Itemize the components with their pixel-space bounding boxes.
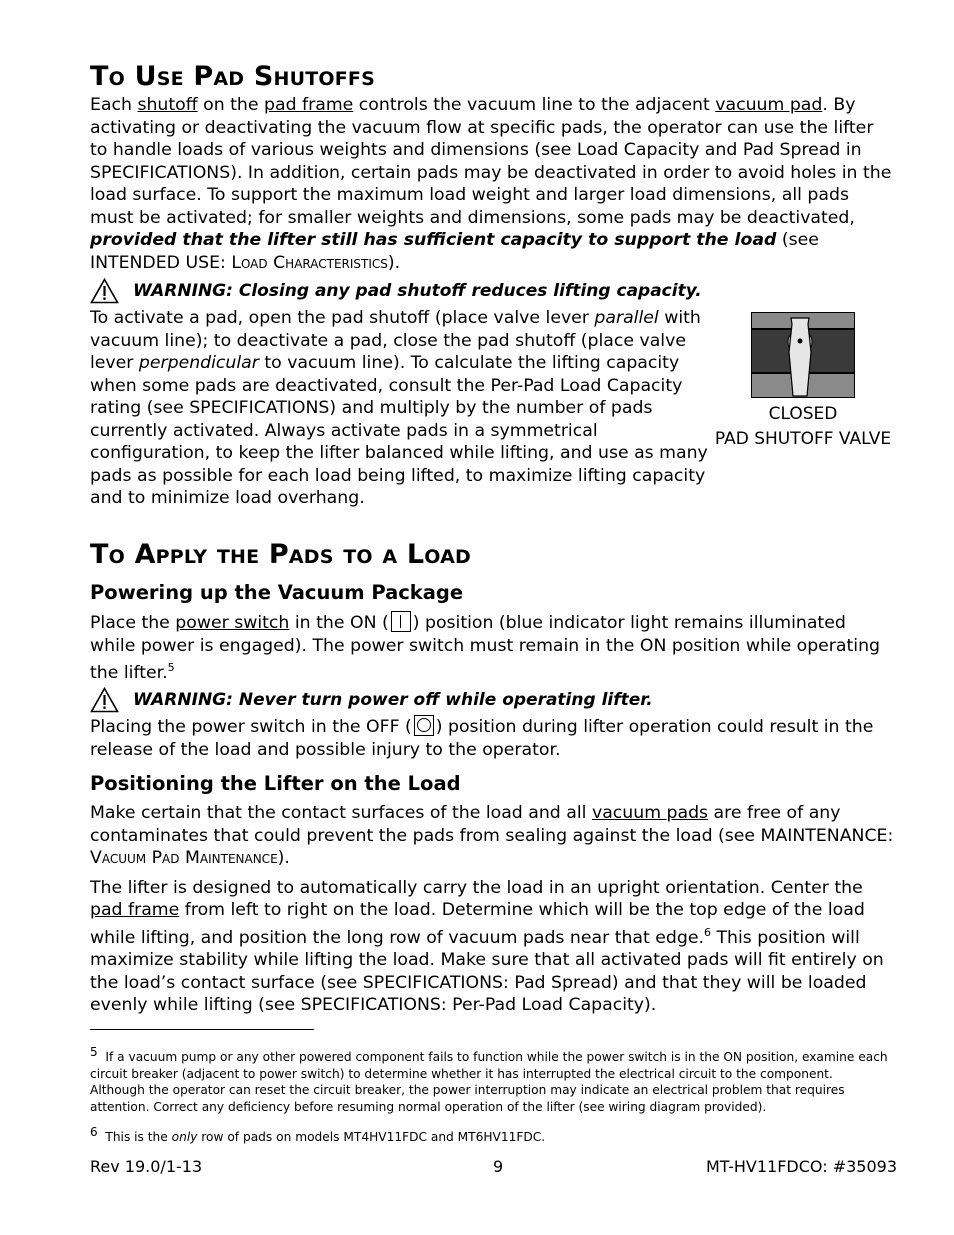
warning-power: WARNING: Never turn power off while operating lifter. [90, 686, 896, 714]
footer-page-number: 9 [493, 1157, 504, 1176]
footer-revision: Rev 19.0/1-13 [90, 1157, 203, 1176]
section-title-pad-shutoffs: To Use Pad Shutoffs [90, 61, 375, 92]
paragraph-activate-pad: To activate a pad, open the pad shutoff (place valve lever parallel with vacuum line); to deactivate a pad, close the pad shutoff (place valve lever perpendicular to vacuum line). To calculate the lifting capacity when some pads are deactivated, consult the Per-Pad Load Capacity rating (see SPECIFICATIONS) and multiply by the number of pads currently activated. Always activate pads in a symmetrical configuration, to keep the lifter balanced while lifting, and use as many pads as possible for each load being lifted, to maximize lifting capacity and to minimize load overhang. [90, 308, 708, 508]
paragraph-power-off: Placing the power switch in the OFF ( ) position during lifter operation could result in the release of the load and possible injury to the operator. [90, 717, 874, 760]
footnote-5: $^5$ If a vacuum pump or any other powered component fails to function while the power switch is in the ON position, examine each circuit breaker (adjacent to power switch) to determine whether it has interrupted the electrical circuit to the component. Although the operator can reset the circuit breaker, the power interruption may indicate an electrical problem that requires attention. Correct any deficiency before resuming normal operation of the lifter (see wiring diagram provided). [90, 1045, 888, 1114]
footnote-6: $^6$ This is the only row of pads on models MT4HV11FDC and MT6HV11FDC. [90, 1125, 546, 1145]
subheading-powering-up: Powering up the Vacuum Package [90, 581, 464, 604]
link-vacuum-pads: vacuum pads [591, 803, 709, 824]
subheading-positioning: Positioning the Lifter on the Load [90, 772, 461, 796]
valve-section [90, 307, 896, 507]
paragraph-orientation: The lifter is designed to automatically carry the load in an upright orientation. Center the pad frame from left to right on the load. Determine which will be the top edge of the load while lifting, and position the long row of vacuum pads near that edge.$^6$ This position will maximize stability while lifting the load. Make sure that all activated pads will fit entirely on the load’s contact surface (see SPECIFICATIONS: Pad Spread) and that they will be loaded evenly while lifting (see SPECIFICATIONS: Per-Pad Load Capacity). [90, 877, 884, 1016]
paragraph-shutoff-intro: Each shutoff on the pad frame controls the vacuum line to the adjacent vacuum pad. By activating or deactivating the vacuum flow at specific pads, the operator can use the lifter to handle loads of various weights and dimensions (see Load Capacity and Pad Spread in SPECIFICATIONS). In addition, certain pads may be deactivated in order to avoid holes in the load surface. To support the maximum load weight and larger load dimensions, all pads must be activated; for smaller weights and dimensions, some pads may be deactivated, provided that the lifter still has sufficient capacity to support the load (see INTENDED USE: Load Characteristics). [90, 95, 892, 273]
warning-shutoff: WARNING: Closing any pad shutoff reduces lifting capacity. [90, 277, 896, 305]
caption-pad-shutoff-valve: PAD SHUTOFF VALVE [714, 429, 892, 449]
power-off-symbol-icon [414, 715, 434, 736]
link-vacuum-pad: vacuum pad [715, 95, 823, 115]
power-on-symbol-icon [391, 611, 411, 632]
link-pad-frame: pad frame [264, 95, 354, 115]
link-pad-frame-2: pad frame [90, 900, 180, 921]
warning-triangle-icon [90, 687, 119, 713]
paragraph-contact-surfaces: Make certain that the contact surfaces of the load and all vacuum pads are free of any contaminates that could prevent the pads from sealing against the load (see MAINTENANCE: Vacuum Pad Maintenance). [90, 803, 894, 869]
link-power-switch: power switch [175, 613, 290, 633]
pad-shutoff-valve-image [751, 312, 855, 398]
warning-triangle-icon [90, 278, 119, 304]
caption-closed: CLOSED [768, 404, 838, 424]
valve-caption [710, 402, 896, 452]
link-shutoff: shutoff [137, 95, 198, 115]
section-title-apply-pads: To Apply the Pads to a Load [90, 539, 471, 570]
paragraph-power-switch: Place the power switch in the ON ( ) position (blue indicator light remains illuminated while power is engaged). The power switch must remain in the ON position while operating the lifter.$^5$ [90, 613, 881, 683]
footer-document-id: MT-HV11FDCO: #35093 [705, 1157, 897, 1176]
document-body [90, 58, 896, 1017]
footnote-separator [90, 1029, 314, 1030]
